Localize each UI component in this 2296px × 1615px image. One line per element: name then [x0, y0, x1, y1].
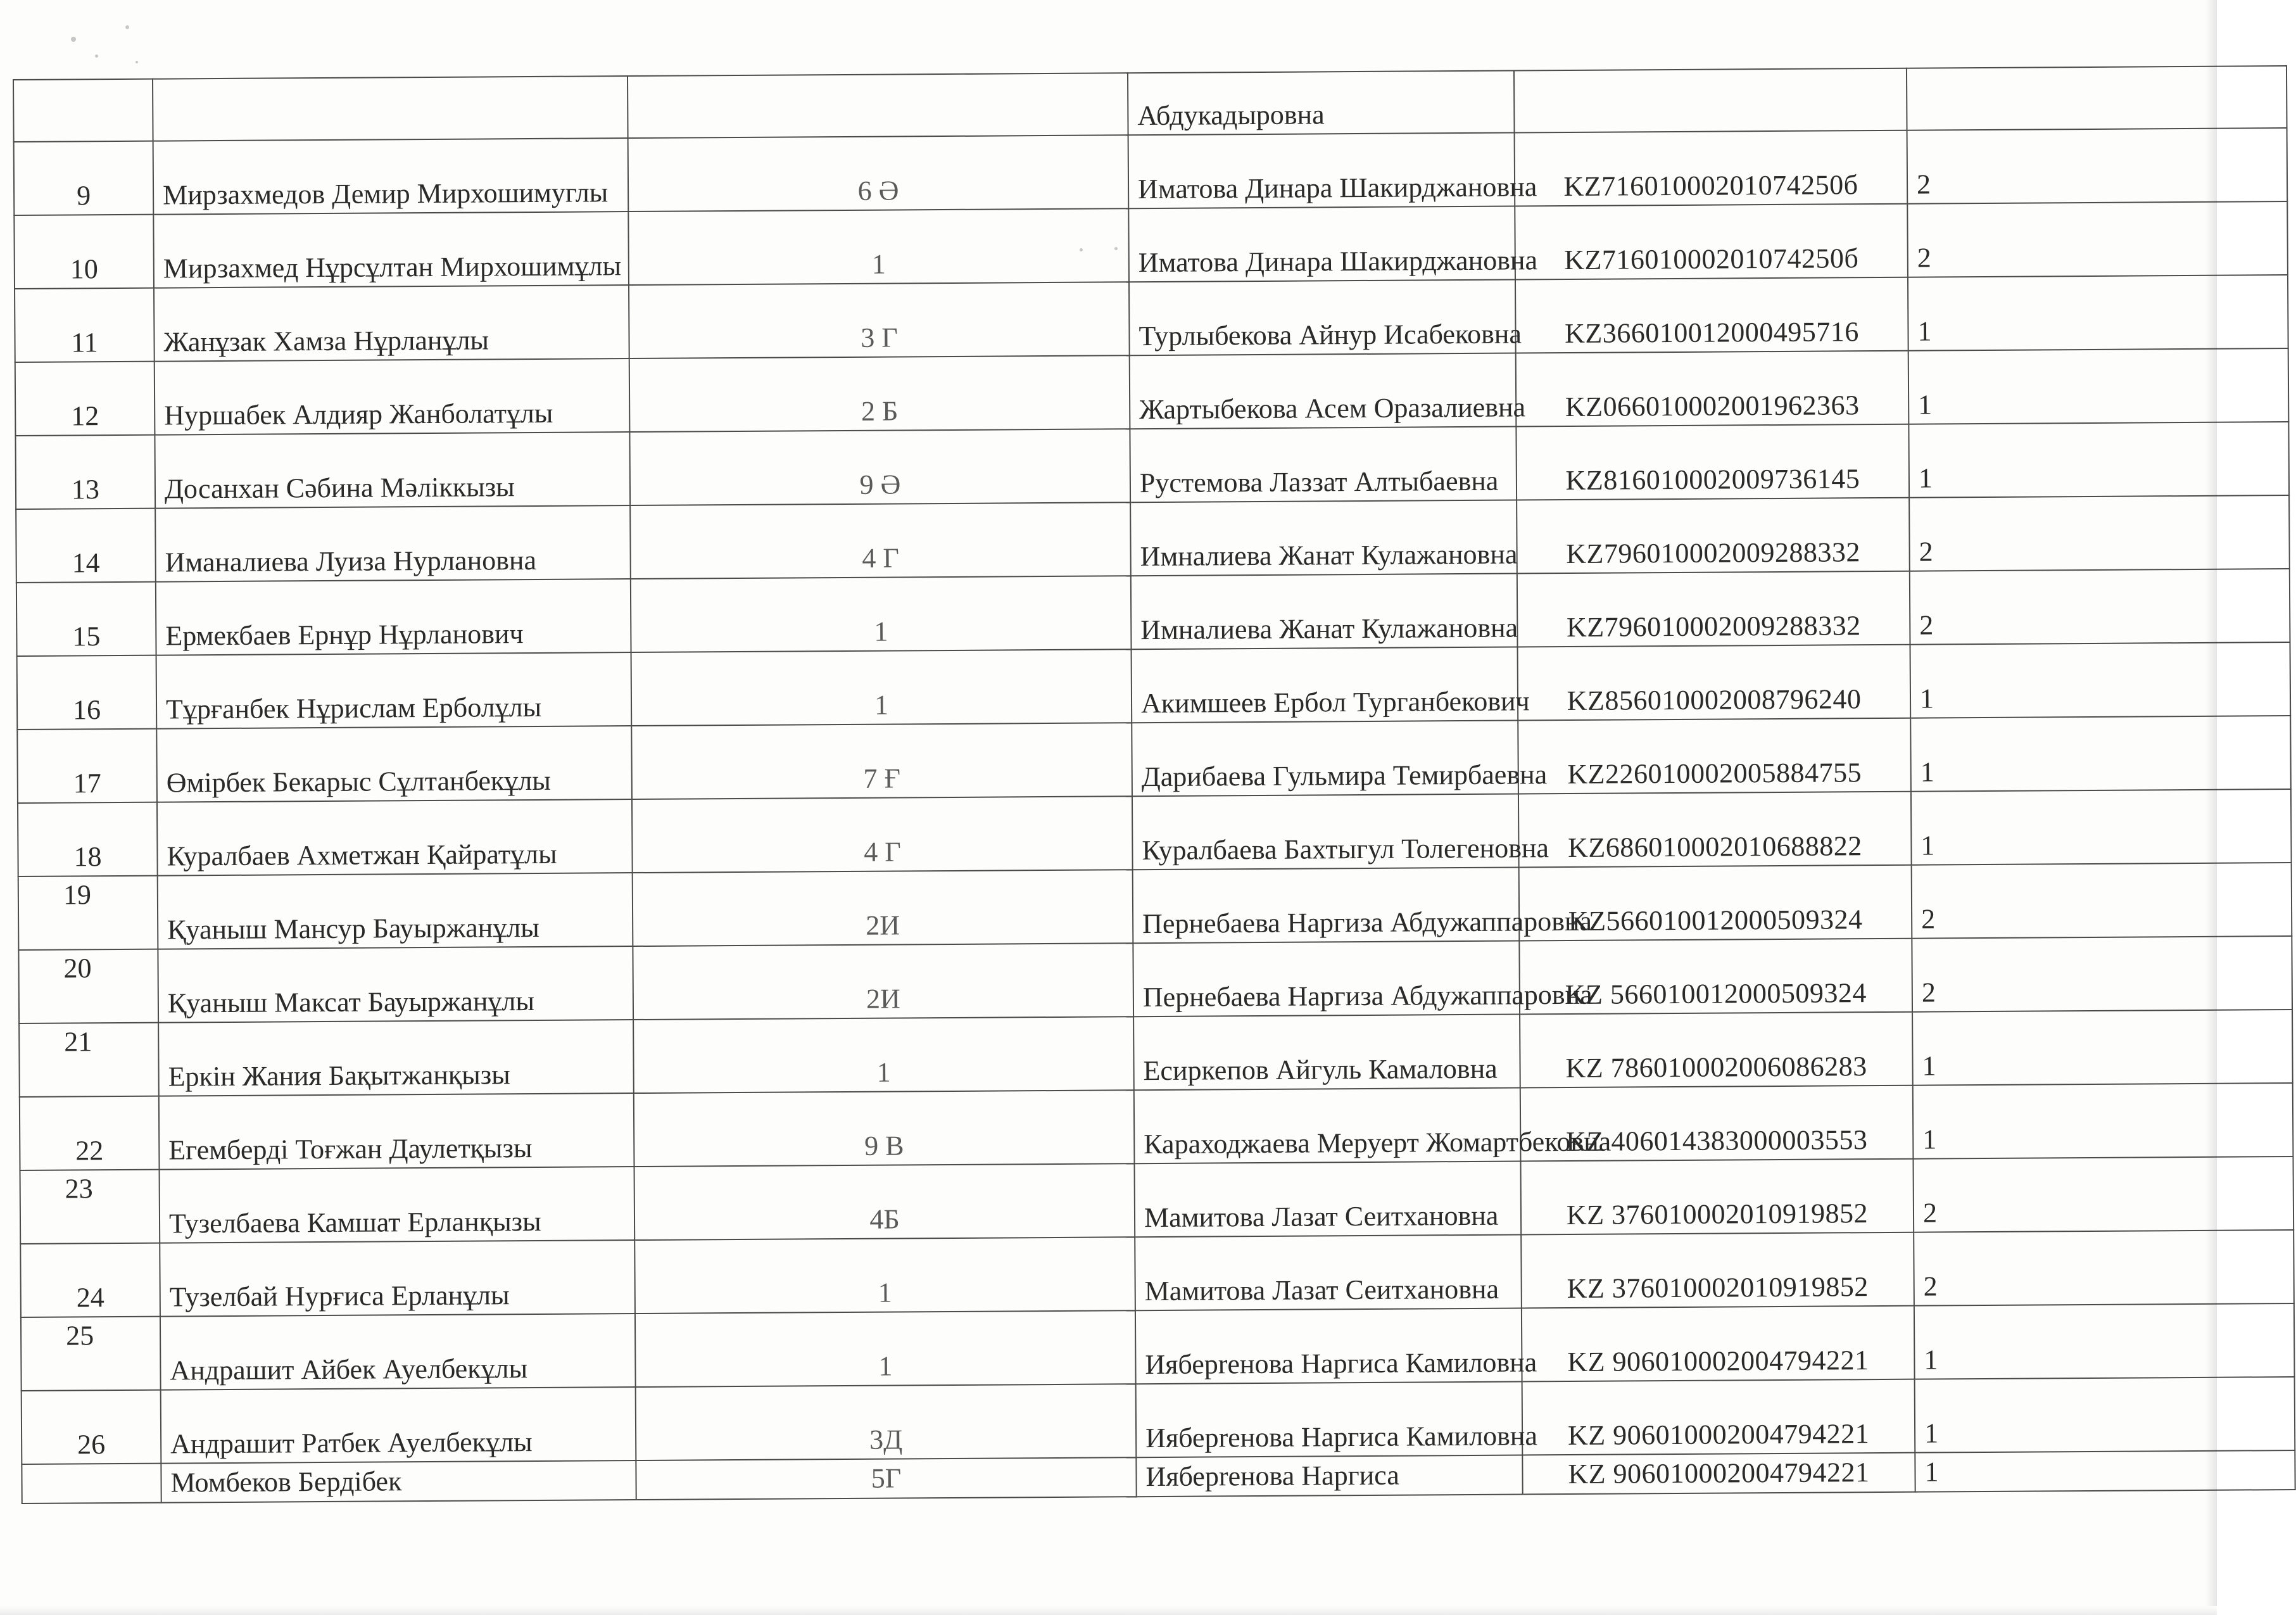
- student-name-cell: Досанхан Сәбина Мәліккызы: [155, 432, 630, 509]
- table-row: [15, 348, 2289, 436]
- roster-table-body: [13, 66, 2295, 1504]
- student-name-cell: Егемберді Тоғжан Даулетқызы: [159, 1093, 634, 1170]
- table-row: [21, 1303, 2295, 1391]
- parent-name-cell: Пернебаева Наргиза Абдужаппаровна: [1133, 940, 1520, 1016]
- children-count-cell: 1: [1914, 1303, 2295, 1379]
- row-number-cell: 17: [17, 729, 157, 803]
- student-name-cell: Өмірбек Бекарыс Сұлтанбекұлы: [156, 726, 632, 802]
- iban-cell: KZ 906010002004794221: [1522, 1379, 1915, 1455]
- student-name-cell: [153, 76, 628, 141]
- children-count-cell: 1: [1908, 422, 2289, 498]
- iban-cell: KZ796010002009288332: [1517, 498, 1910, 574]
- student-name-cell: Мирзахмед Нұрсұлтан Мирхошимұлы: [153, 212, 629, 288]
- iban-cell: KZ066010002001962363: [1516, 351, 1909, 427]
- student-name-cell: Жанұзак Хамза Нұрланұлы: [154, 285, 629, 362]
- student-name-cell: Тұрғанбек Нұрислам Ерболұлы: [156, 652, 632, 729]
- parent-name-cell: Пернебаева Наргиза Абдужаппаровна: [1133, 867, 1520, 943]
- row-number-cell: 14: [16, 509, 156, 583]
- children-count-cell: 1: [1915, 1450, 2295, 1492]
- table-row: [18, 789, 2292, 877]
- row-number-cell: 18: [18, 802, 158, 877]
- grade-cell: 4Б: [634, 1163, 1135, 1240]
- parent-name-cell: Абдукадыровна: [1128, 71, 1515, 136]
- parent-name-cell: Мамитова Лазат Сеитхановна: [1135, 1234, 1522, 1310]
- parent-name-cell: Ияберrенова Наргиса Камиловна: [1136, 1381, 1523, 1457]
- parent-name-cell: Иматова Динара Шакирджановна: [1128, 133, 1515, 209]
- row-number-cell: 12: [15, 362, 155, 436]
- student-name-cell: Иманалиева Луиза Нурлановна: [155, 505, 631, 582]
- student-name-cell: Нуршабек Алдияр Жанболатұлы: [155, 358, 630, 435]
- iban-cell: KZ226010002005884755: [1518, 718, 1911, 794]
- row-number-cell: 24: [20, 1243, 160, 1317]
- iban-cell: KZ71601000201074250б: [1515, 204, 1908, 280]
- children-count-cell: 2: [1909, 495, 2290, 571]
- scan-speck: [71, 37, 76, 42]
- parent-name-cell: Караходжаева Меруерт Жомартбековна: [1134, 1087, 1521, 1163]
- table-row: [22, 1377, 2295, 1464]
- iban-cell: KZ 566010012000509324: [1519, 939, 1912, 1015]
- children-count-cell: 1: [1910, 716, 2291, 792]
- parent-name-cell: Жартыбекова Асем Оразалиевна: [1130, 353, 1517, 429]
- iban-cell: KZ856010002008796240: [1518, 645, 1911, 721]
- row-number-cell: 16: [17, 656, 157, 730]
- row-number-cell: 11: [15, 288, 155, 362]
- iban-cell: KZ816010002009736145: [1516, 424, 1909, 500]
- table-row: [20, 1156, 2294, 1244]
- parent-name-cell: Дарибаева Гульмира Темирбаевна: [1132, 720, 1518, 796]
- table-row: [19, 1010, 2293, 1097]
- row-number-cell: 9: [14, 141, 154, 215]
- table-row: [14, 201, 2288, 289]
- student-name-cell: Андрашит Айбек Ауелбекұлы: [160, 1314, 636, 1390]
- grade-cell: 9 В: [634, 1090, 1135, 1167]
- table-row: [17, 716, 2291, 803]
- grade-cell: 4 Г: [630, 502, 1131, 579]
- parent-name-cell: Имналиева Жанат Кулажановна: [1131, 574, 1518, 650]
- student-name-cell: Қуаныш Мансур Бауыржанұлы: [158, 873, 633, 949]
- student-name-cell: Ермекбаев Ернұр Нұрланович: [156, 579, 631, 656]
- table-row: [20, 1083, 2293, 1170]
- table-row: [16, 495, 2290, 583]
- parent-name-cell: Рустемова Лаззат Алтыбаевна: [1130, 427, 1517, 503]
- grade-cell: 4 Г: [632, 796, 1133, 873]
- iban-cell: KZ71601000201074250б: [1515, 130, 1908, 206]
- iban-cell: KZ 906010002004794221: [1522, 1306, 1915, 1382]
- grade-cell: 5Г: [636, 1457, 1136, 1500]
- table-row: [17, 642, 2291, 730]
- grade-cell: 9 Ә: [629, 429, 1130, 505]
- row-number-cell: 13: [15, 435, 155, 509]
- parent-name-cell: Имналиева Жанат Кулажановна: [1130, 500, 1517, 576]
- grade-cell: 7 Ғ: [631, 723, 1132, 799]
- table-row: [18, 936, 2292, 1023]
- iban-cell: KZ566010012000509324: [1519, 865, 1912, 941]
- parent-name-cell: Турлыбекова Айнур Исабековна: [1129, 280, 1516, 356]
- parent-name-cell: Ияберrенова Наргиса: [1136, 1455, 1522, 1497]
- row-number-cell: 26: [22, 1390, 161, 1464]
- student-name-cell: Момбеков Бердібек: [161, 1460, 636, 1503]
- row-number-cell: 19: [18, 876, 158, 950]
- student-name-cell: Тузелбай Нурғиса Ерланұлы: [160, 1240, 635, 1317]
- row-number-cell: 25: [21, 1317, 161, 1391]
- student-name-cell: Андрашит Ратбек Ауелбекұлы: [161, 1387, 636, 1464]
- iban-cell: KZ796010002009288332: [1517, 571, 1910, 647]
- iban-cell: KZ 376010002010919852: [1521, 1232, 1914, 1308]
- children-count-cell: 1: [1908, 275, 2288, 351]
- student-name-cell: Мирзахмедов Демир Мирхошимуглы: [153, 138, 629, 215]
- table-row: [15, 422, 2289, 509]
- grade-cell: 3Д: [636, 1384, 1137, 1460]
- grade-cell: 1: [631, 576, 1132, 652]
- row-number-cell: 20: [18, 949, 158, 1023]
- student-name-cell: Куралбаев Ахметжан Қайратұлы: [157, 799, 633, 876]
- children-count-cell: 2: [1913, 1156, 2293, 1232]
- row-number-cell: 22: [20, 1096, 160, 1170]
- row-number-cell: [13, 79, 153, 142]
- row-number-cell: 10: [14, 215, 154, 289]
- children-count-cell: 1: [1911, 789, 2292, 865]
- grade-cell: 6 Ә: [628, 135, 1129, 212]
- row-number-cell: 23: [20, 1170, 160, 1244]
- grade-cell: 1: [635, 1310, 1136, 1387]
- children-count-cell: 1: [1912, 1010, 2293, 1086]
- children-count-cell: 2: [1907, 128, 2288, 204]
- grade-cell: 1: [628, 208, 1129, 285]
- grade-cell: 1: [634, 1237, 1135, 1314]
- grade-cell: 1: [631, 649, 1132, 726]
- parent-name-cell: Ияберrенова Наргиса Камиловна: [1135, 1308, 1522, 1384]
- scan-speck: [136, 61, 138, 63]
- children-count-cell: [1907, 66, 2287, 130]
- iban-cell: KZ 376010002010919852: [1520, 1159, 1914, 1235]
- scan-speck: [125, 25, 129, 29]
- grade-cell: 3 Г: [629, 282, 1130, 358]
- children-count-cell: 1: [1915, 1377, 2295, 1453]
- parent-name-cell: Иматова Динара Шакирджановна: [1128, 206, 1515, 282]
- children-count-cell: 1: [1910, 642, 2291, 718]
- children-count-cell: 2: [1910, 569, 2290, 645]
- scan-speck: [95, 54, 98, 58]
- children-count-cell: 2: [1912, 863, 2292, 939]
- paper-edge-shadow: [0, 1606, 2217, 1615]
- grade-cell: [628, 73, 1128, 138]
- parent-name-cell: Мамитова Лазат Сеитхановна: [1134, 1161, 1521, 1237]
- iban-cell: [1514, 68, 1907, 133]
- table-row: [16, 569, 2290, 656]
- grade-cell: 2И: [633, 870, 1133, 946]
- grade-cell: 2 Б: [629, 355, 1130, 432]
- table-row: [15, 275, 2288, 362]
- student-name-cell: Тузелбаева Камшат Ерланқызы: [160, 1167, 635, 1243]
- children-count-cell: 1: [1913, 1083, 2293, 1159]
- row-number-cell: 15: [16, 582, 156, 656]
- table-row: [14, 128, 2288, 215]
- iban-cell: KZ 906010002004794221: [1522, 1453, 1915, 1495]
- grade-cell: 1: [633, 1016, 1134, 1093]
- table-row: [18, 863, 2292, 950]
- iban-cell: KZ366010012000495716: [1515, 277, 1908, 353]
- row-number-cell: [22, 1464, 161, 1504]
- children-count-cell: 2: [1907, 201, 2288, 277]
- student-name-cell: Қуаныш Максат Бауыржанұлы: [158, 946, 633, 1023]
- iban-cell: KZ686010002010688822: [1518, 792, 1912, 868]
- children-count-cell: 2: [1914, 1230, 2294, 1306]
- row-number-cell: 21: [19, 1023, 159, 1097]
- student-roster-table: [13, 65, 2296, 1504]
- table-row: [20, 1230, 2294, 1317]
- children-count-cell: 1: [1908, 348, 2289, 424]
- iban-cell: KZ 406014383000003553: [1520, 1086, 1914, 1162]
- grade-cell: 2И: [633, 943, 1133, 1020]
- student-name-cell: Еркін Жания Бақытжанқызы: [158, 1020, 634, 1096]
- children-count-cell: 2: [1912, 936, 2292, 1012]
- iban-cell: KZ 786010002006086283: [1520, 1012, 1913, 1088]
- parent-name-cell: Есиркепов Айгуль Камаловна: [1133, 1014, 1520, 1090]
- parent-name-cell: Акимшеев Ербол Турганбекович: [1132, 647, 1518, 723]
- parent-name-cell: Куралбаева Бахтыгул Толегеновна: [1132, 794, 1519, 870]
